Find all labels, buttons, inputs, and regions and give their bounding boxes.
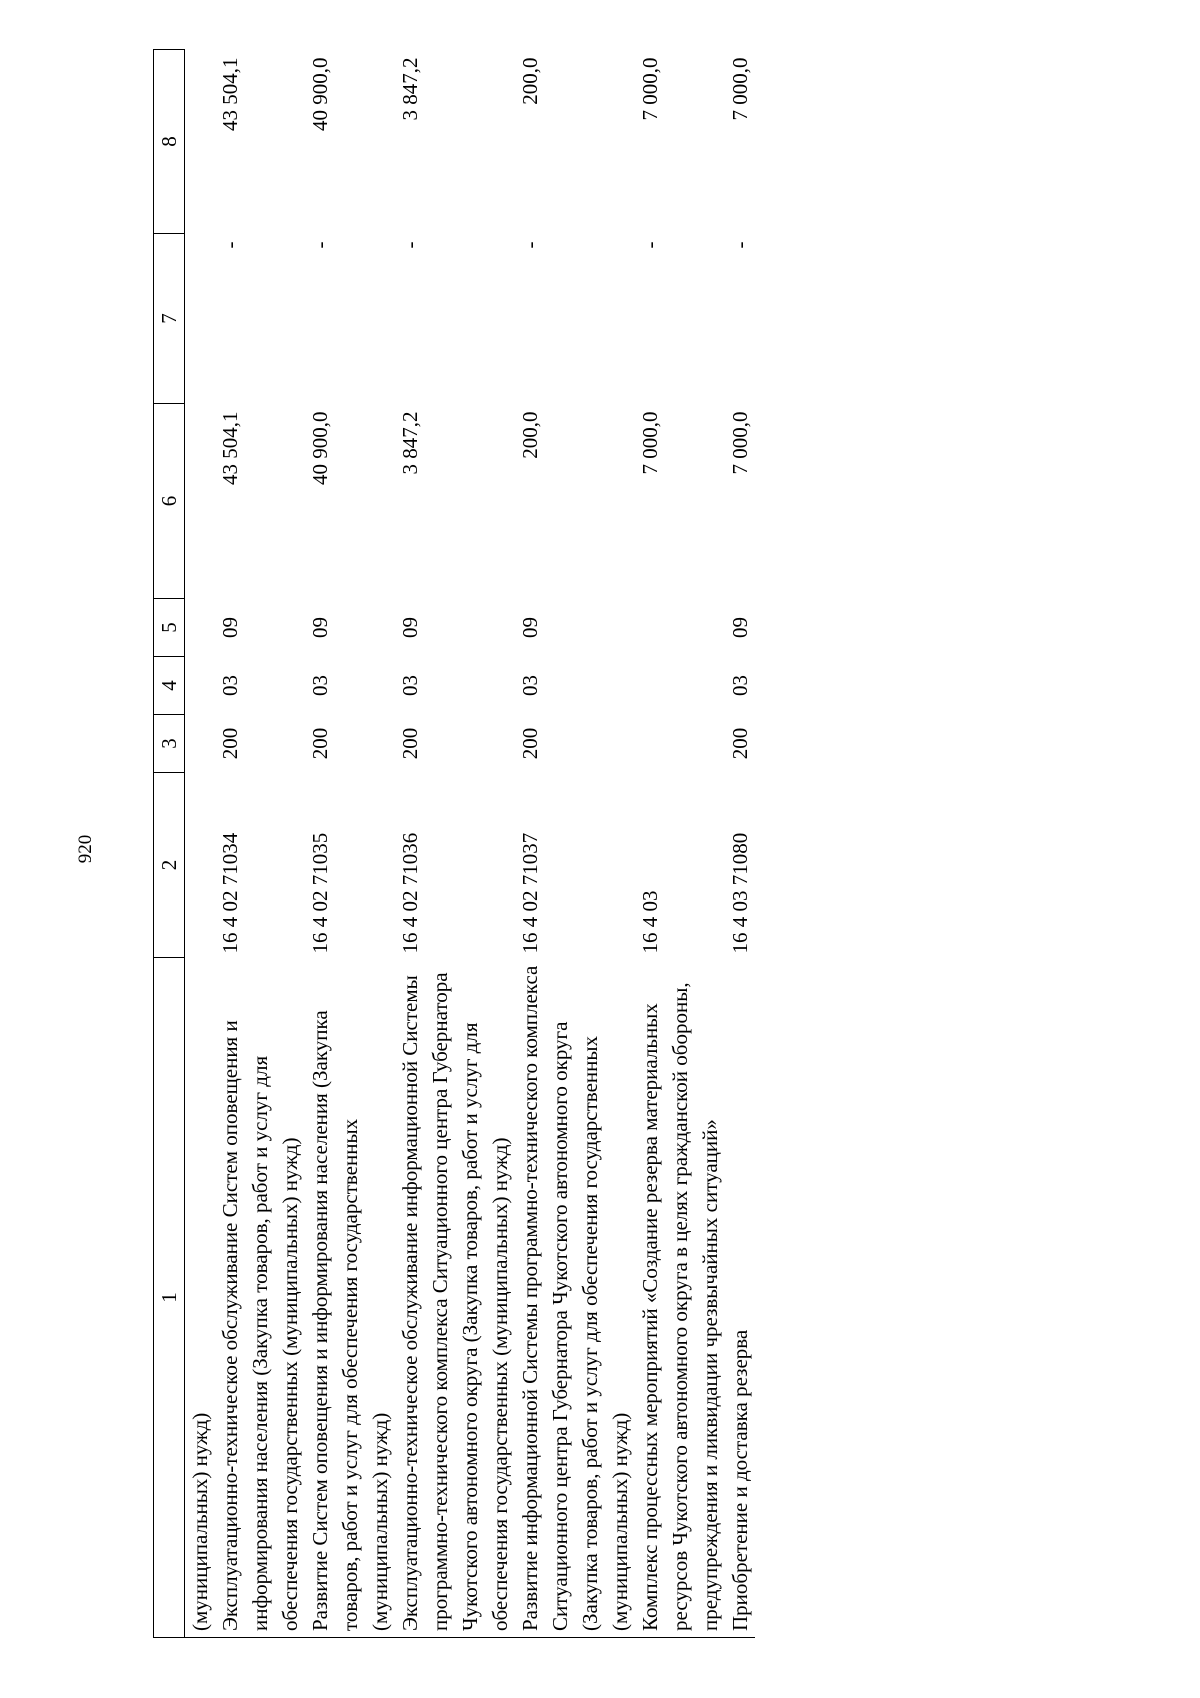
row-c8: 7 000,0 [728, 57, 752, 121]
row-c5: 09 [518, 617, 542, 638]
column-header: 5 [154, 599, 185, 657]
row-c6: 7 000,0 [728, 411, 752, 475]
page-number: 920 [75, 834, 96, 864]
row-c4: 03 [398, 675, 422, 696]
row-c8: 200,0 [518, 57, 542, 105]
row-c6: 7 000,0 [638, 411, 662, 475]
row-c6: 200,0 [518, 411, 542, 459]
row-name: (муниципальных) нужд) [185, 958, 216, 1638]
row-code: 16 4 02 71037 [518, 832, 542, 954]
row-c3: 200 [728, 727, 752, 760]
row-c7: - [638, 241, 662, 249]
row-code: 16 4 02 71034 [218, 832, 242, 954]
row-c4 [185, 657, 216, 715]
row-c5 [185, 599, 216, 657]
row-c7: - [218, 241, 242, 249]
row-c4: 03 [218, 675, 242, 696]
row-code: 16 4 03 [638, 890, 662, 954]
column-header: 3 [154, 715, 185, 773]
column-header: 7 [154, 234, 185, 404]
row-c3: 200 [308, 727, 332, 760]
table-row [185, 50, 216, 1638]
table-row [725, 50, 755, 1638]
row-c6: 3 847,2 [398, 411, 422, 475]
row-c3 [185, 715, 216, 773]
row-c7 [185, 234, 216, 404]
rotated-page [153, 50, 1053, 1638]
row-c5: 09 [308, 617, 332, 638]
row-c6 [185, 404, 216, 599]
column-header: 2 [154, 773, 185, 958]
row-c8: 7 000,0 [638, 57, 662, 121]
row-c6: 40 900,0 [308, 411, 332, 485]
row-name: Комплекс процессных мероприятий «Создание резерва материальных ресурсов Чукотского автономного округа в целях гражданской обороны, предупреждения и ликвидации чрезвычайных ситуаций» [635, 958, 725, 1638]
row-c5: 09 [728, 617, 752, 638]
row-c5: 09 [218, 617, 242, 638]
row-c8: 3 847,2 [398, 57, 422, 121]
header-row [154, 50, 185, 1638]
row-c8: 43 504,1 [218, 57, 242, 131]
row-c4: 03 [518, 675, 542, 696]
row-code: 16 4 03 71080 [728, 832, 752, 954]
row-c7: - [398, 241, 422, 249]
row-c3: 200 [518, 727, 542, 760]
table-row [395, 50, 515, 1638]
row-c3: 200 [398, 727, 422, 760]
row-c4 [635, 657, 725, 715]
budget-table [153, 49, 755, 1638]
column-header: 8 [154, 50, 185, 234]
row-c3 [635, 715, 725, 773]
row-name: Эксплуатационно-техническое обслуживание Систем оповещения и информирования населения (Закупка товаров, работ и услуг для обеспечения государственных (муниципальных) нужд) [215, 958, 305, 1638]
row-c7: - [728, 241, 752, 249]
row-name: Эксплуатационно-техническое обслуживание информационной Системы программно-технического комплекса Ситуационного центра Губернатора Чукотского автономного округа (Закупка товаров, работ и услуг для обеспечения государственных (муниципальных) нужд) [395, 958, 515, 1638]
row-name: Развитие информационной Системы программно-технического комплекса Ситуационного центра Губернатора Чукотского автономного округа (Закупка товаров, работ и услуг для обеспечения государственных (муниципальных) нужд) [515, 958, 635, 1638]
row-c6: 43 504,1 [218, 411, 242, 485]
table-row [215, 50, 305, 1638]
row-c8: 40 900,0 [308, 57, 332, 131]
row-c8 [185, 50, 216, 234]
table-row [635, 50, 725, 1638]
row-c7: - [308, 241, 332, 249]
row-code: 16 4 02 71035 [308, 832, 332, 954]
row-c5: 09 [398, 617, 422, 638]
row-c7: - [518, 241, 542, 249]
row-name: Приобретение и доставка резерва [725, 958, 755, 1638]
row-name: Развитие Систем оповещения и информирования населения (Закупка товаров, работ и услуг для обеспечения государственных (муниципальных) нужд) [305, 958, 395, 1638]
row-code: 16 4 02 71036 [398, 832, 422, 954]
table-row [305, 50, 395, 1638]
row-c4: 03 [728, 675, 752, 696]
column-header: 4 [154, 657, 185, 715]
row-c3: 200 [218, 727, 242, 760]
row-code [185, 773, 216, 958]
row-c5 [635, 599, 725, 657]
row-c4: 03 [308, 675, 332, 696]
column-header: 6 [154, 404, 185, 599]
column-header: 1 [154, 958, 185, 1638]
table-row [515, 50, 635, 1638]
